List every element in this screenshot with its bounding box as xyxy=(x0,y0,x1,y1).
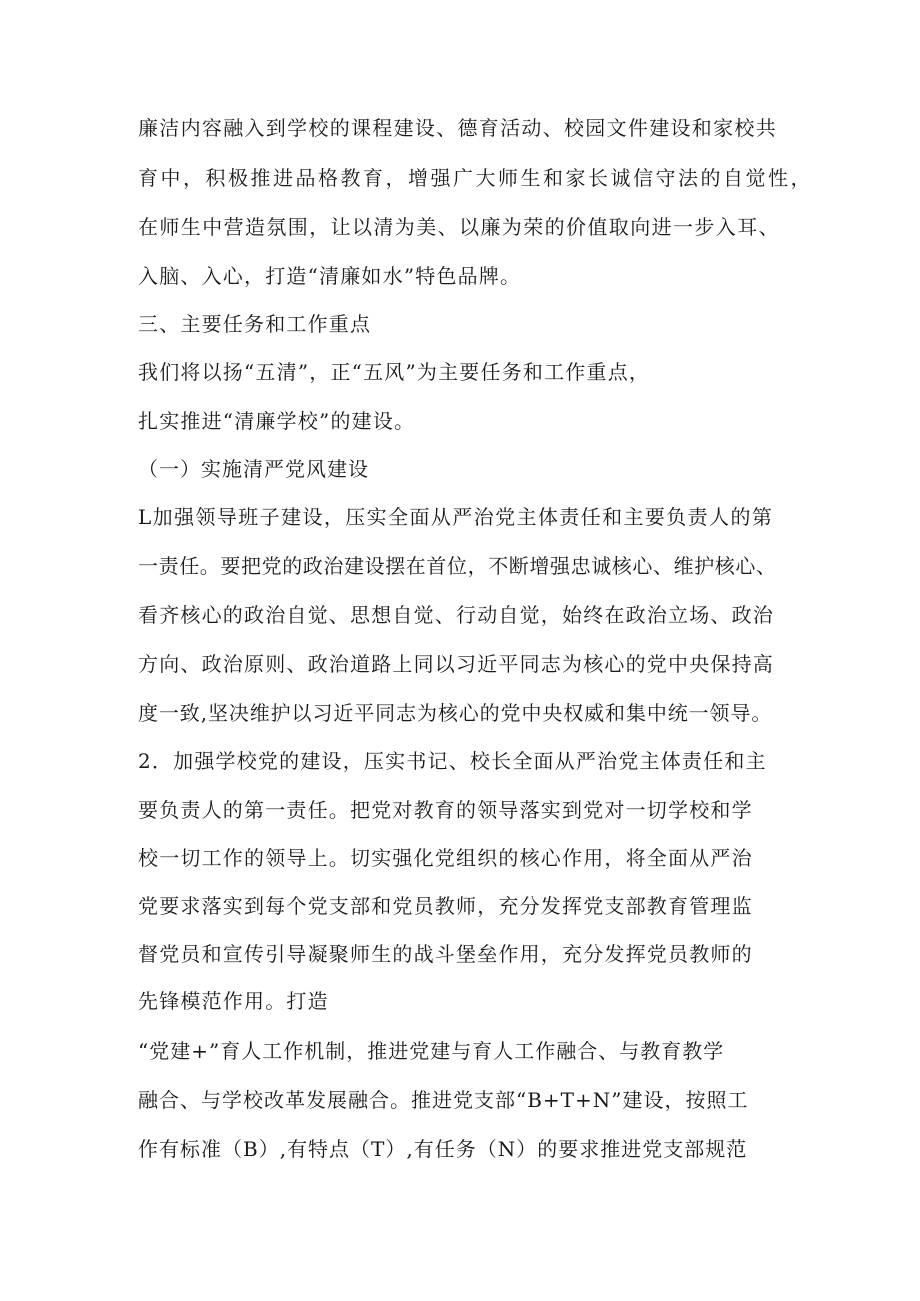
body-line: 作有标准（B）,有特点（T）,有任务（N）的要求推进党支部规范 xyxy=(138,1137,748,1161)
body-line: 校一切工作的领导上。切实强化党组织的核心作用，将全面从严治 xyxy=(138,846,753,870)
body-line: 2．加强学校党的建设，压实书记、校长全面从严治党主体责任和主 xyxy=(138,749,767,773)
body-line: 度一致,坚决维护以习近平同志为核心的党中央权威和集中统一领导。 xyxy=(138,701,773,725)
body-line: 先锋模范作用。打造 xyxy=(138,989,329,1013)
body-line: 看齐核心的政治自觉、思想自觉、行动自觉，始终在政治立场、政治 xyxy=(138,603,774,627)
section-heading: 三、主要任务和工作重点 xyxy=(138,312,372,336)
body-line: 扎实推进“清廉学校”的建设。 xyxy=(138,409,416,433)
body-line: 我们将以扬“五清”，正“五风”为主要任务和工作重点， xyxy=(138,360,651,384)
body-line: 入脑、入心，打造“清廉如水”特色品牌。 xyxy=(138,264,522,288)
body-line: 党要求落实到每个党支部和党员教师，充分发挥党支部教育管理监 xyxy=(138,894,753,918)
subsection-heading: （一）实施清严党风建设 xyxy=(138,457,369,481)
body-line: 督党员和宣传引导凝聚师生的战斗堡垒作用，充分发挥党员教师的 xyxy=(138,942,753,966)
body-line: 融合、与学校改革发展融合。推进党支部“B+T+N”建设，按照工 xyxy=(138,1088,749,1112)
body-line: 在师生中营造氛围，让以清为美、以廉为荣的价值取向进一步入耳、 xyxy=(138,215,780,239)
body-line: 方向、政治原则、政治道路上同以习近平同志为核心的党中央保持高 xyxy=(138,652,774,676)
body-line: 廉洁内容融入到学校的课程建设、德育活动、校园文件建设和家校共 xyxy=(138,116,777,140)
body-line: 要负责人的第一责任。把党对教育的领导落实到党对一切学校和学 xyxy=(138,798,753,822)
body-line: 育中，积极推进品格教育，增强广大师生和家长诚信守法的自觉性， xyxy=(138,166,813,190)
body-line: 一责任。要把党的政治建设摆在首位，不断增强忠诚核心、维护核心、 xyxy=(138,554,777,578)
body-line: “党建+”育人工作机制，推进党建与育人工作融合、与教育教学 xyxy=(138,1039,725,1063)
body-line: L加强领导班子建设，压实全面从严治党主体责任和主要负责人的第 xyxy=(138,505,774,529)
